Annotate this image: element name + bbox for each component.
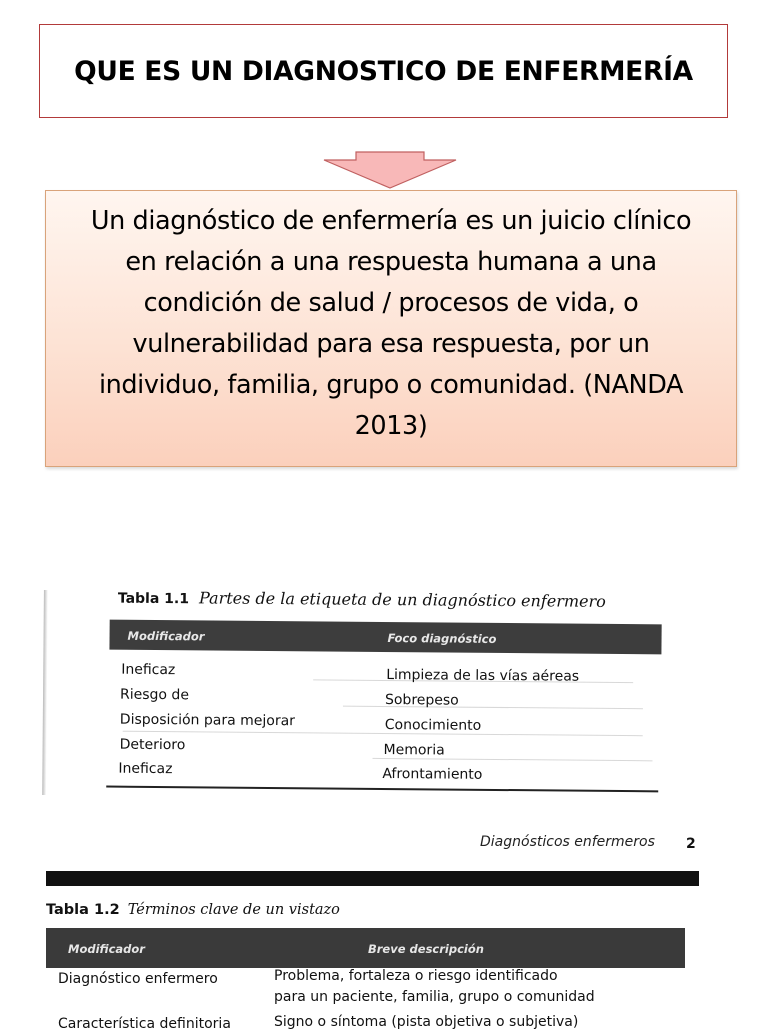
table-2-caption xyxy=(46,902,340,918)
definition-line: condición de salud / procesos de vida, o xyxy=(143,288,639,318)
table-2-cell: Signo o síntoma (pista objetiva o subjetiva) xyxy=(274,1014,579,1030)
table-1-cell: Ineficaz xyxy=(118,760,173,778)
definition-line: vulnerabilidad para esa respuesta, por un xyxy=(132,329,650,359)
table-2-cell: Característica definitoria xyxy=(58,1016,231,1032)
scan-noise xyxy=(372,758,652,761)
table-1-cell: Deterioro xyxy=(119,736,186,754)
table-2-title: Términos clave de un vistazo xyxy=(127,902,340,918)
table-2-header-modificador: Modificador xyxy=(68,942,145,956)
definition-box xyxy=(45,190,737,467)
definition-line: 2013) xyxy=(354,411,428,441)
table-1-cell: Afrontamiento xyxy=(382,765,483,783)
table-1-caption xyxy=(118,588,606,611)
table-1-scan xyxy=(42,585,714,821)
definition-line: individuo, familia, grupo o comunidad. (NANDA xyxy=(98,370,684,400)
table-1-cell: Conocimiento xyxy=(384,716,482,734)
down-arrow-icon xyxy=(322,150,458,190)
table-1-cell: Sobrepeso xyxy=(384,691,459,709)
table-1-cell: Riesgo de xyxy=(119,686,190,704)
table-1-header-modificador: Modificador xyxy=(127,628,205,644)
table-1-header-foco: Foco diagnóstico xyxy=(387,631,497,646)
page-number: 2 xyxy=(686,836,696,852)
table-1-title: Partes de la etiqueta de un diagnóstico enfermero xyxy=(198,588,606,611)
table-1-bottom-rule xyxy=(106,786,658,793)
table-2-header xyxy=(46,928,685,968)
table-2-cell: para un paciente, familia, grupo o comunidad xyxy=(274,989,595,1005)
table-2-label: Tabla 1.2 xyxy=(46,902,120,918)
table-1-cell: Disposición para mejorar xyxy=(119,711,296,730)
slide-title: QUE ES UN DIAGNOSTICO DE ENFERMERÍA xyxy=(74,55,693,87)
table-1-cell: Memoria xyxy=(383,741,445,759)
scan-noise xyxy=(123,731,643,737)
table-2-cell: Problema, fortaleza o riesgo identificado xyxy=(274,968,558,984)
table-1-cell: Ineficaz xyxy=(121,661,176,679)
table-1-cell: Limpieza de las vías aéreas xyxy=(386,666,580,685)
page-divider-bar xyxy=(46,871,699,886)
table-2-header-descripcion: Breve descripción xyxy=(368,942,484,956)
table-2-cell: Diagnóstico enfermero xyxy=(58,971,218,987)
table-1-header xyxy=(109,620,661,655)
scan-edge-shadow xyxy=(42,590,48,795)
definition-line: en relación a una respuesta humana a una xyxy=(125,247,657,277)
definition-line: Un diagnóstico de enfermería es un juicio clínico xyxy=(90,206,692,236)
table-1-label: Tabla 1.1 xyxy=(117,590,190,608)
page-footer-text: Diagnósticos enfermeros xyxy=(480,834,655,850)
title-box xyxy=(39,24,728,118)
